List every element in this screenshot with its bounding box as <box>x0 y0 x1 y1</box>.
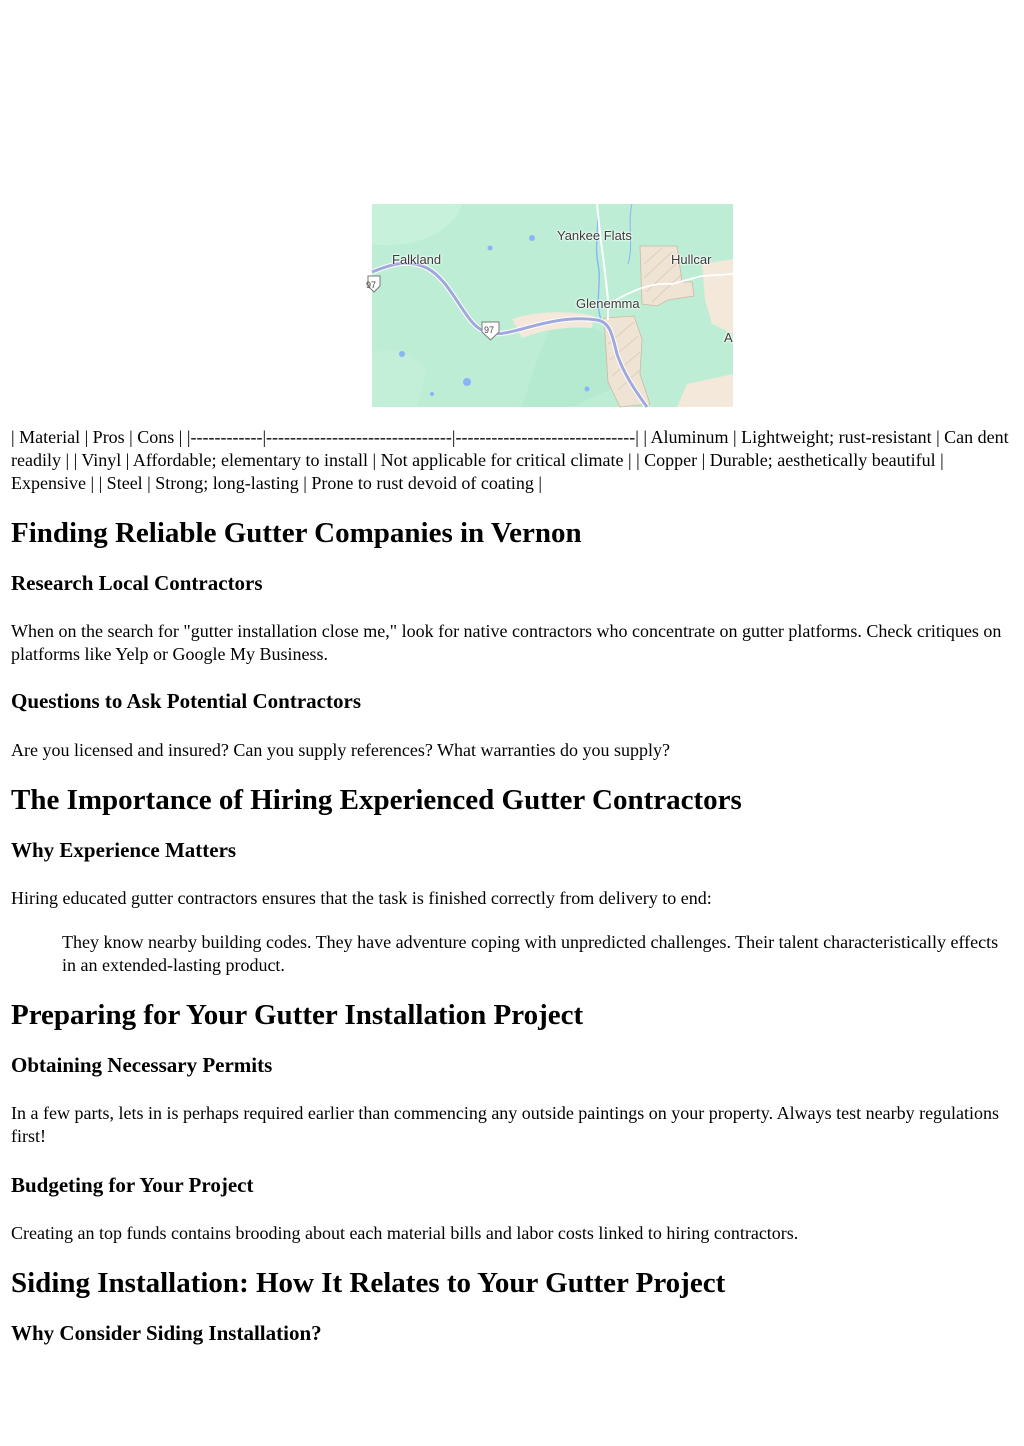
paragraph-why-experience-matters: Hiring educated gutter contractors ensures that the task is finished correctly from delivery to end: <box>11 888 712 908</box>
route-97-left-shield-label: 97 <box>366 280 377 290</box>
route-97-shield-label: 97 <box>484 325 495 335</box>
heading-obtaining-permits: Obtaining Necessary Permits <box>11 1053 273 1077</box>
heading-why-consider-siding: Why Consider Siding Installation? <box>11 1321 322 1345</box>
map-label-yankee-flats: Yankee Flats <box>557 228 632 243</box>
map-label-edge-a: A <box>724 330 733 345</box>
heading-questions-to-ask: Questions to Ask Potential Contractors <box>11 689 361 713</box>
blockquote-experience-benefits: They know nearby building codes. They have adventure coping with unpredicted challenges. Their talent characteristically effects in an extended-lasting product. <box>62 932 999 975</box>
heading-importance-experienced-contractors: The Importance of Hiring Experienced Gutter Contractors <box>11 784 742 816</box>
heading-research-local-contractors: Research Local Contractors <box>11 571 263 595</box>
paragraph-questions-to-ask: Are you licensed and insured? Can you supply references? What warranties do you supply? <box>11 740 670 760</box>
map-label-glenemma: Glenemma <box>576 296 640 311</box>
material-comparison-table-text: | Material | Pros | Cons | |------------|-------------------------------|------------------------------| | Aluminum | Lightweight; rust-resistant | Can dent readily | | Vinyl | Affordable; elementary to install | Not applicable for critical climate | | Copper | Durable; aesthetically beautiful | Expensive | | Steel | Strong; long-lasting | Prone to rust devoid of coating | <box>11 427 1009 493</box>
map-label-hullcar: Hullcar <box>671 252 712 267</box>
paragraph-obtaining-permits: In a few parts, lets in is perhaps required earlier than commencing any outside paintings on your property. Always test nearby regulations first! <box>11 1103 1000 1146</box>
heading-preparing-installation-project: Preparing for Your Gutter Installation Project <box>11 999 584 1031</box>
article-content <box>11 426 1011 1346</box>
heading-siding-installation: Siding Installation: How It Relates to Your Gutter Project <box>11 1267 726 1299</box>
heading-finding-gutter-companies: Finding Reliable Gutter Companies in Vernon <box>11 517 582 549</box>
map-label-falkland: Falkland <box>392 252 442 267</box>
map-image[interactable] <box>366 204 733 407</box>
paragraph-research-local-contractors: When on the search for "gutter installation close me," look for native contractors who concentrate on gutter platforms. Check critiques on platforms like Yelp or Google My Business. <box>11 621 1002 664</box>
heading-budgeting: Budgeting for Your Project <box>11 1173 254 1197</box>
paragraph-budgeting: Creating an top funds contains brooding about each material bills and labor costs linked to hiring contractors. <box>11 1223 799 1243</box>
heading-why-experience-matters: Why Experience Matters <box>11 838 237 862</box>
map-graphic <box>372 204 733 407</box>
